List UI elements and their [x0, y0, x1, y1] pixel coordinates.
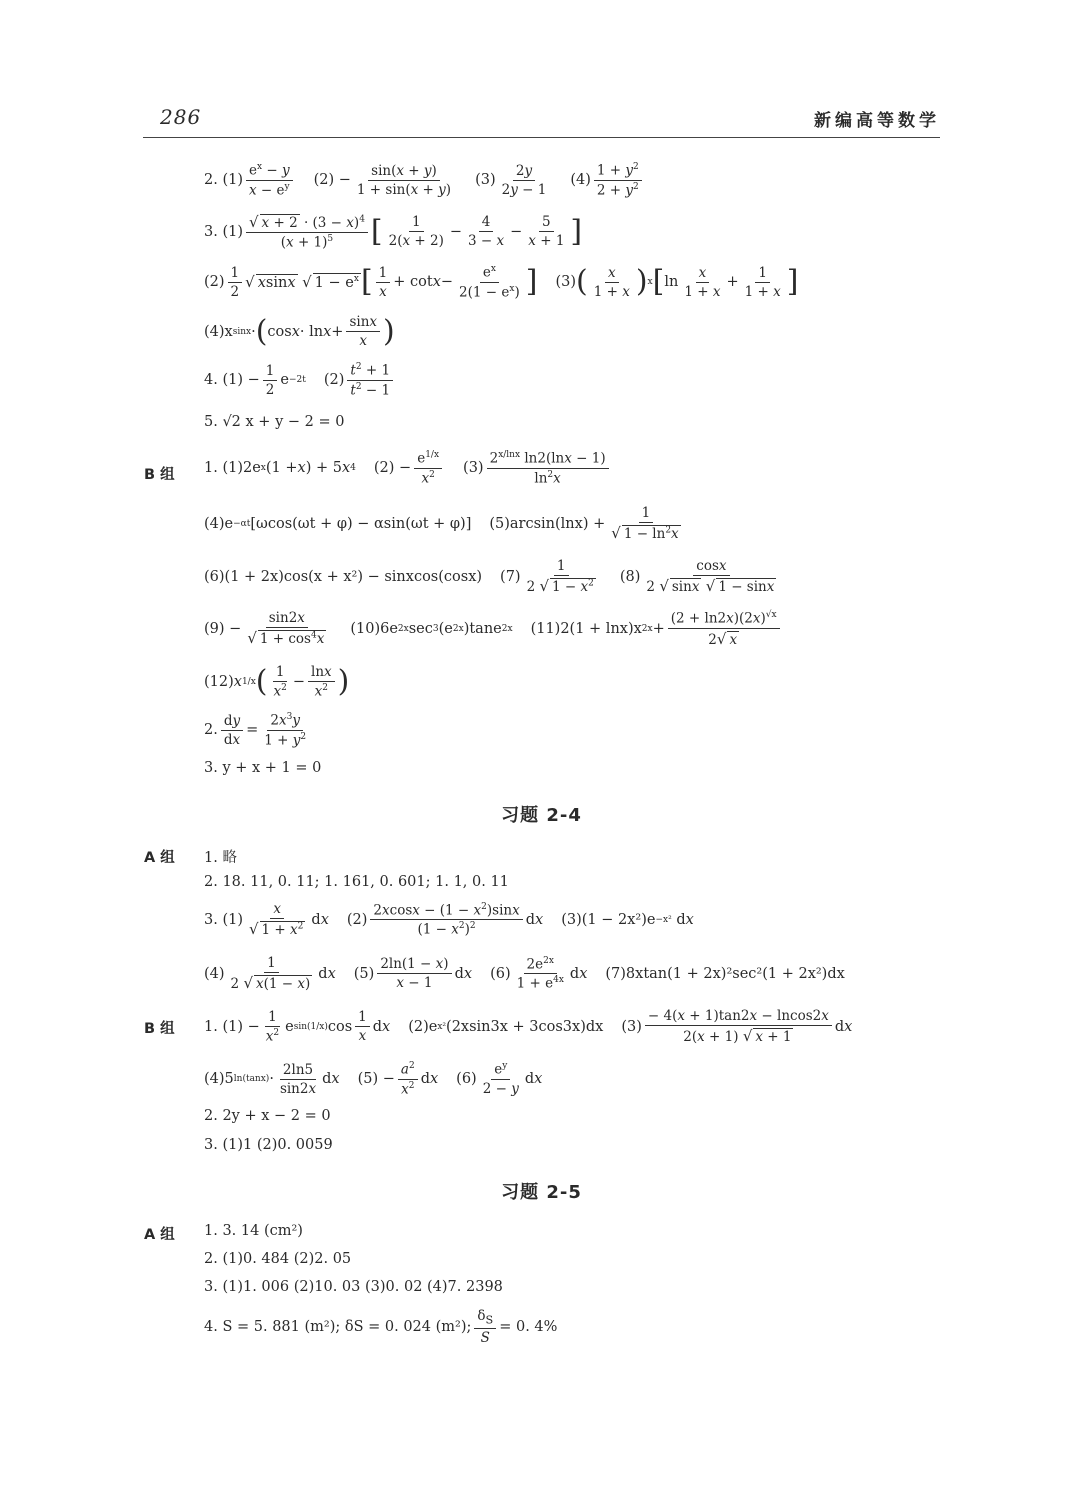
b1-11-label: (11)2(1 + lnx)x [530, 620, 642, 637]
answer-a3-2: (2) $\frac{1}{2}$ √ xsinx √ $1 - e^x$ [ $\frac{1}{x}$ + cot x − $\frac{e^x}{2(1 - e^x)}$ ] (3) ( $\frac{x}{1 + x}$ ) x [ ln $\frac{x}{1 + x}$ + $\frac{1}{1 + x}$ ] [204, 264, 799, 300]
answer-s25-a2: 2. (1)0. 484 (2)2. 05 [204, 1251, 352, 1267]
answer-b1-1: 1. (1)2e x (1 + x ) + 5 x 4 (2) − $\frac{e^{1/x}}{x^2}$ (3) $\frac{2^{x/lnx} \ln 2(\ln x - 1)}{\ln^2x}$ [204, 450, 612, 486]
b1-4-label: (4)e [204, 515, 234, 532]
answer-s24-a4: (4) $\frac{1}{2 √ x(1 - x)}$ d x (5) $\frac{2\ln(1 - x)}{x - 1}$ d x (6) $\frac{2e^{2x}}{1 + e^{4x}}$ d x (7)8xtan(1 + 2x)²sec²(1 + 2x²)dx [204, 955, 845, 992]
s25-a4-label: 4. S = 5. 881 (m²); δS = 0. 024 (m²); [204, 1318, 472, 1335]
s25-a4-result: = 0. 4% [499, 1318, 558, 1335]
answer-s24-b2: 2. 2y + x − 2 = 0 [204, 1108, 331, 1124]
answer-b1-6: (6)(1 + 2x)cos(x + x²) − sinxcos(cosx) (7) $\frac{1}{2 √ 1 - x^2}$ (8) $\frac{\cos x}{2 √ \sin x √ 1 - \sin x}$ [204, 558, 775, 595]
answer-b1-12: (12) x 1/x ( $\frac{1}{x^2}$ − $\frac{\ln x}{x^2}$ ) [204, 663, 350, 700]
answer-b2: 2. $\frac{dy}{dx}$ = $\frac{2x^3y}{1 + y^2}$ [204, 712, 307, 748]
answer-a5: 5. √2 x + y − 2 = 0 [204, 414, 345, 430]
s24-a4-7-label: (7)8xtan(1 + 2x)²sec²(1 + 2x²)dx [605, 965, 845, 982]
book-title: 新编高等数学 [814, 111, 940, 131]
page-number: 286 [160, 105, 202, 129]
answer-b3: 3. y + x + 1 = 0 [204, 760, 322, 776]
answer-a3-1: 3. (1) $\frac{√ x + 2 \cdot (3 - x)^4}{(x + 1)^5}$ [ $\frac{1}{2(x + 2)}$ − $\frac{4}{3 - x}$ − $\frac{5}{x + 1}$ ] [204, 213, 583, 251]
answer-s24-b1-4: (4)5 ln(tanx) · $\frac{2\ln 5}{\sin 2x}$ d x (5) − $\frac{a^2}{x^2}$ d x (6) $\frac{e^y}{2 - y}$ d x [204, 1061, 543, 1097]
answer-a4: 4. (1) − $\frac{1}{2}$ e −2t (2) $\frac{t^2 + 1}{t^2 - 1}$ [204, 362, 396, 398]
group-b-label: B 组 [144, 467, 175, 483]
group-a-label-2-4: A 组 [144, 850, 175, 866]
a3-4-label: (4)x [204, 323, 233, 340]
answer-s25-a4: 4. S = 5. 881 (m²); δS = 0. 024 (m²); $\frac{\delta_S}{S}$ = 0. 4% [204, 1308, 558, 1346]
answer-s24-b3: 3. (1)1 (2)0. 0059 [204, 1137, 333, 1153]
s24-a3-3-label: (3)(1 − 2x²)e [561, 911, 656, 928]
answer-s24-a1: 1. 略 [204, 850, 237, 866]
section-title-2-5: 习题 2-5 [501, 1182, 582, 1203]
answer-b1-9: (9) − $\frac{\sin 2x}{√ 1 + \cos^4x}$ (10)6e 2x sec 3 (e 2x )tane 2x (11)2(1 + lnx)x 2x + $\frac{(2 + \ln 2x)(2x)^{√x}}{2√ x}$ [204, 610, 783, 648]
section-title-2-4: 习题 2-4 [501, 805, 582, 826]
group-b-label-2-4: B 组 [144, 1021, 175, 1037]
answer-s25-a3: 3. (1)1. 006 (2)10. 03 (3)0. 02 (4)7. 2398 [204, 1279, 503, 1295]
answer-s24-a2: 2. 18. 11, 0. 11; 1. 161, 0. 601; 1. 1, 0. 11 [204, 874, 509, 890]
s24-b1-2-body: (2xsin3x + 3cos3x)dx [446, 1018, 604, 1035]
b1-10-label: (10)6e [350, 620, 398, 637]
answer-a2: 2. (1) $\frac{e^x - y}{x - e^y}$ (2) − $\frac{\sin(x + y)}{1 + \sin(x + y)}$ (3) $\frac{2y}{2y - 1}$ (4) $\frac{1 + y^2}{2 + y^2}$ [204, 162, 645, 198]
answer-s24-a3: 3. (1) $\frac{x}{√ 1 + x^2}$ d x (2) $\frac{2xcosx - (1 - x^2)\sin x}{(1 - x^2)^2}$ d x (3)(1 − 2x²)e −x² d x [204, 901, 694, 938]
answer-a3-4: (4)x sinx · ( cos x · ln x + $\frac{\sin x}{x}$ ) [204, 313, 395, 349]
answer-s24-b1: 1. (1) − $\frac{1}{x^2}$ e sin(1/x) cos $\frac{1}{x}$ d x (2)e x² (2xsin3x + 3cos3x)dx (3) $\frac{- 4(x + 1)\tan 2x - lncos2x}{2(x + 1) √ x + 1}$ d x [204, 1008, 853, 1045]
answer-s25-a1: 1. 3. 14 (cm²) [204, 1223, 303, 1239]
b1-6-label: (6)(1 + 2x)cos(x + x²) − sinxcos(cosx) [204, 568, 483, 585]
b1-4-body: [ωcos(ωt + φ) − αsin(ωt + φ)] [250, 515, 472, 532]
header-rule [143, 137, 940, 138]
s24-b1-2-label: (2)e [408, 1018, 438, 1035]
b1-5-label: (5)arcsin(lnx) + [489, 515, 606, 532]
answer-b1-4: (4)e −αt [ωcos(ωt + φ) − αsin(ωt + φ)] (5)arcsin(lnx) + $\frac{1}{√ 1 - \ln^2x}$ [204, 505, 679, 542]
group-a-label-2-5: A 组 [144, 1227, 175, 1243]
